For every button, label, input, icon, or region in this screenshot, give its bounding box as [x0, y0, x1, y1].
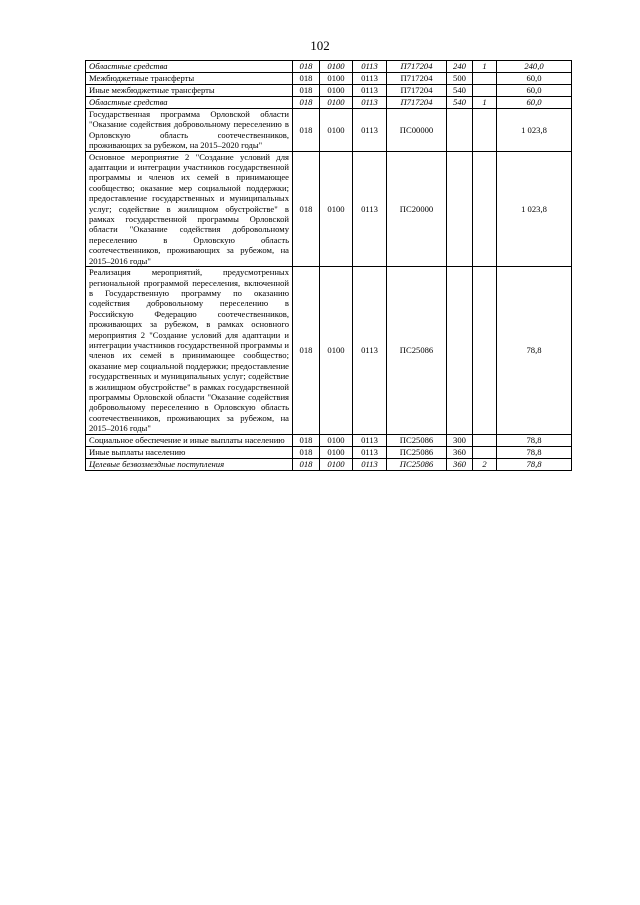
- row-name: Государственная программа Орловской области "Оказание содействия добровольному переселению в Орловскую область соотечественников, проживающих за рубежом, на 2015–2020 годы": [86, 109, 293, 152]
- cell-source-code: [473, 267, 497, 435]
- cell-amount: 60,0: [497, 73, 572, 85]
- cell-subsection-code: 0113: [353, 61, 387, 73]
- cell-amount: 240,0: [497, 61, 572, 73]
- cell-subsection-code: 0113: [353, 446, 387, 458]
- cell-ministry-code: 018: [293, 151, 320, 266]
- cell-section-code: 0100: [320, 61, 353, 73]
- cell-subsection-code: 0113: [353, 109, 387, 152]
- row-name: Иные выплаты населению: [86, 446, 293, 458]
- cell-section-code: 0100: [320, 458, 353, 470]
- cell-expense-type: [447, 267, 473, 435]
- cell-amount: 1 023,8: [497, 109, 572, 152]
- cell-ministry-code: 018: [293, 85, 320, 97]
- cell-ministry-code: 018: [293, 109, 320, 152]
- cell-source-code: [473, 109, 497, 152]
- table-row: [86, 61, 572, 73]
- cell-amount: 78,8: [497, 267, 572, 435]
- cell-subsection-code: 0113: [353, 151, 387, 266]
- cell-ministry-code: 018: [293, 97, 320, 109]
- cell-ministry-code: 018: [293, 73, 320, 85]
- cell-ministry-code: 018: [293, 458, 320, 470]
- cell-expense-type: [447, 109, 473, 152]
- row-name: Реализация мероприятий, предусмотренных региональной программой переселения, включенной в Государственную программу по оказанию содействия добровольному переселению в Российскую Федерацию соотечественников, проживающих за рубежом, в рамках основного мероприятия 2 "Создание условий для адаптации и интеграции участников государственной программы и членов их семей в принимающее сообщество; оказание мер социальной поддержки; предоставление государственных и муниципальных услуг; содействие в жилищном обустройстве" в рамках государственной программы Орловской области "Оказание содействия добровольному переселению в Орловскую область соотечественников, проживающих за рубежом, на 2015–2016 годы": [86, 267, 293, 435]
- cell-target-article: ПС00000: [387, 109, 447, 152]
- cell-expense-type: 300: [447, 434, 473, 446]
- row-name: Межбюджетные трансферты: [86, 73, 293, 85]
- cell-subsection-code: 0113: [353, 458, 387, 470]
- cell-section-code: 0100: [320, 85, 353, 97]
- cell-target-article: П717204: [387, 97, 447, 109]
- row-name: Целевые безвозмездные поступления: [86, 458, 293, 470]
- page-number: 102: [310, 38, 330, 53]
- cell-ministry-code: 018: [293, 267, 320, 435]
- cell-source-code: [473, 151, 497, 266]
- cell-source-code: 1: [473, 61, 497, 73]
- cell-section-code: 0100: [320, 97, 353, 109]
- cell-subsection-code: 0113: [353, 97, 387, 109]
- cell-section-code: 0100: [320, 109, 353, 152]
- table-row: [86, 85, 572, 97]
- row-name: Областные средства: [86, 97, 293, 109]
- cell-amount: 1 023,8: [497, 151, 572, 266]
- table-row: [86, 434, 572, 446]
- cell-section-code: 0100: [320, 73, 353, 85]
- cell-subsection-code: 0113: [353, 73, 387, 85]
- table-row: [86, 109, 572, 152]
- cell-ministry-code: 018: [293, 434, 320, 446]
- cell-ministry-code: 018: [293, 446, 320, 458]
- table-row: [86, 151, 572, 266]
- cell-amount: 60,0: [497, 97, 572, 109]
- cell-target-article: П717204: [387, 61, 447, 73]
- row-name: Областные средства: [86, 61, 293, 73]
- cell-amount: 60,0: [497, 85, 572, 97]
- row-name: Иные межбюджетные трансферты: [86, 85, 293, 97]
- cell-source-code: [473, 434, 497, 446]
- cell-source-code: [473, 85, 497, 97]
- cell-source-code: [473, 446, 497, 458]
- cell-expense-type: 540: [447, 97, 473, 109]
- cell-amount: 78,8: [497, 446, 572, 458]
- cell-subsection-code: 0113: [353, 434, 387, 446]
- cell-source-code: 1: [473, 97, 497, 109]
- cell-expense-type: 360: [447, 446, 473, 458]
- cell-expense-type: 500: [447, 73, 473, 85]
- cell-source-code: [473, 73, 497, 85]
- cell-subsection-code: 0113: [353, 267, 387, 435]
- table-row: [86, 446, 572, 458]
- table-body: [86, 61, 572, 471]
- cell-amount: 78,8: [497, 458, 572, 470]
- cell-amount: 78,8: [497, 434, 572, 446]
- cell-target-article: ПС20000: [387, 151, 447, 266]
- cell-ministry-code: 018: [293, 61, 320, 73]
- budget-table: [85, 60, 572, 471]
- cell-section-code: 0100: [320, 151, 353, 266]
- cell-source-code: 2: [473, 458, 497, 470]
- cell-target-article: ПС25086: [387, 267, 447, 435]
- cell-target-article: П717204: [387, 73, 447, 85]
- cell-subsection-code: 0113: [353, 85, 387, 97]
- cell-expense-type: 240: [447, 61, 473, 73]
- table-row: [86, 267, 572, 435]
- cell-expense-type: 360: [447, 458, 473, 470]
- table-row: [86, 97, 572, 109]
- cell-section-code: 0100: [320, 446, 353, 458]
- cell-target-article: ПС25086: [387, 458, 447, 470]
- cell-target-article: П717204: [387, 85, 447, 97]
- row-name: Социальное обеспечение и иные выплаты населению: [86, 434, 293, 446]
- table-row: [86, 458, 572, 470]
- row-name: Основное мероприятие 2 "Создание условий для адаптации и интеграции участников государственной программы и членов их семей в принимающее сообщество; оказание мер социальной поддержки; предоставление государственных и муниципальных услуг; содействие в жилищном обустройстве" в рамках государственной программы Орловской области "Оказание содействия добровольному переселению в Орловскую область соотечественников, проживающих за рубежом, на 2015–2016 годы": [86, 151, 293, 266]
- cell-section-code: 0100: [320, 434, 353, 446]
- cell-expense-type: 540: [447, 85, 473, 97]
- cell-target-article: ПС25086: [387, 446, 447, 458]
- table-row: [86, 73, 572, 85]
- cell-section-code: 0100: [320, 267, 353, 435]
- cell-target-article: ПС25086: [387, 434, 447, 446]
- cell-expense-type: [447, 151, 473, 266]
